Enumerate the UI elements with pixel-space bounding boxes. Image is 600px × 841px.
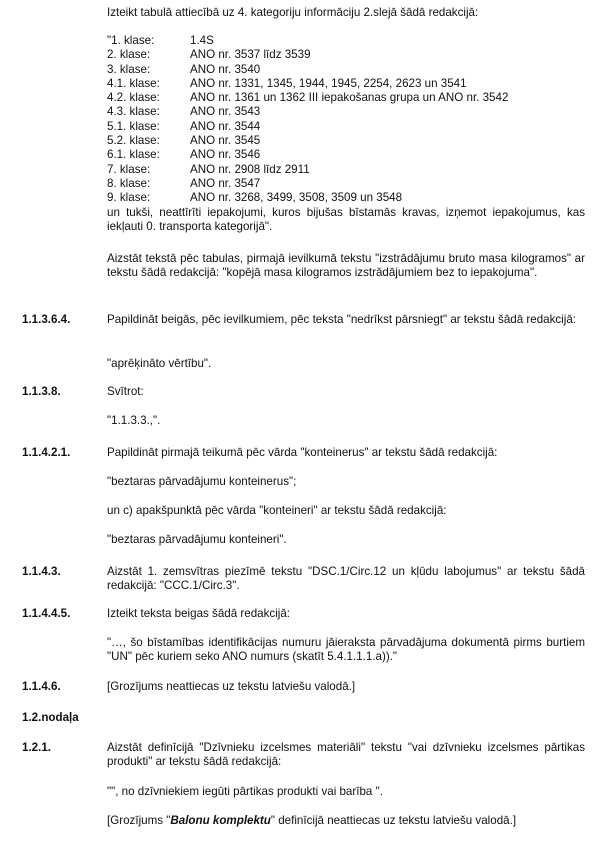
intro-text: Izteikt tabulā attiecībā uz 4. kategoriju informāciju 2.slejā šādā redakcijā:	[107, 6, 479, 19]
class-row	[107, 63, 585, 77]
class-value: ANO nr. 1361 un 1362 III iepakošanas grupa un ANO nr. 3542	[190, 91, 509, 105]
class-value: ANO nr. 1331, 1345, 1944, 1945, 2254, 2623 un 3541	[190, 76, 467, 90]
class-label: "1. klase:	[107, 34, 155, 47]
class-value: ANO nr. 3268, 3499, 3508, 3509 un 3548	[190, 191, 403, 205]
class-row	[107, 134, 585, 148]
replace-text: Aizstāt tekstā pēc tabulas, pirmajā ievilkumā tekstu "izstrādājumu bruto masa kilogramos" ar tekstu šādā redakcijā: "kopējā masa kilogramos izstrādājumiem bez to iepakojuma".	[107, 252, 585, 280]
class-value: ANO nr. 3545	[190, 134, 261, 148]
section-quote: "aprēķināto vērtību".	[107, 357, 212, 370]
section-quote: "beztaras pārvadājumu konteinerus";	[107, 475, 297, 488]
section-extra-text: un c) apakšpunktā pēc vārda "konteineri" ar tekstu šādā redakcijā:	[107, 504, 447, 517]
class-label: 3. klase:	[107, 62, 151, 76]
section-number: 1.1.3.8.	[22, 385, 61, 398]
section-extra-quote: "beztaras pārvadājumu konteineri".	[107, 533, 287, 546]
note-suffix: " definīcijā neattiecas uz tekstu latviešu valodā.]	[270, 814, 517, 827]
class-row	[107, 191, 585, 205]
class-value: ANO nr. 3547	[190, 176, 261, 190]
class-row	[107, 77, 585, 91]
section-note	[107, 814, 585, 828]
class-list	[107, 34, 585, 234]
class-label: 6.1. klase:	[107, 148, 160, 162]
class-value: 1.4S	[190, 34, 214, 47]
class-label: 2. klase:	[107, 48, 151, 62]
section-text: Papildināt pirmajā teikumā pēc vārda "konteinerus" ar tekstu šādā redakcijā:	[107, 446, 498, 459]
class-value: ANO nr. 3540	[190, 62, 261, 76]
classes-tail-text: un tukši, neattīrīti iepakojumi, kuros bijušas bīstamās kravas, izņemot iepakojumus, kas iekļauti 0. transporta kategorijā".	[107, 205, 585, 233]
class-value: ANO nr. 3544	[190, 119, 261, 133]
class-value: ANO nr. 2908 līdz 2911	[190, 162, 310, 176]
class-row	[107, 177, 585, 191]
section-text: Aizstāt definīcijā "Dzīvnieku izcelsmes materiāli" tekstu "vai dzīvnieku izcelsmes pārtikas produkti" ar tekstu šādā redakcijā:	[107, 741, 585, 769]
class-value: ANO nr. 3546	[190, 148, 261, 162]
class-label: 7. klase:	[107, 162, 151, 176]
class-label: 9. klase:	[107, 191, 151, 205]
class-row	[107, 105, 585, 119]
section-number: 1.1.4.2.1.	[22, 446, 71, 459]
class-label: 5.2. klase:	[107, 134, 160, 148]
class-row	[107, 148, 585, 162]
section-number: 1.1.3.6.4.	[22, 313, 71, 326]
section-text: [Grozījums neattiecas uz tekstu latviešu valodā.]	[107, 680, 356, 693]
note-prefix: [Grozījums "	[107, 814, 171, 827]
section-number: 1.1.4.3.	[22, 565, 61, 578]
class-label: 4.2. klase:	[107, 91, 160, 105]
note-term: Balonu komplektu	[170, 814, 271, 827]
class-row	[107, 91, 585, 105]
section-text: Svītrot:	[107, 385, 144, 398]
class-row	[107, 48, 585, 62]
class-label: 5.1. klase:	[107, 119, 160, 133]
class-label: 4.3. klase:	[107, 105, 160, 119]
section-text: Aizstāt 1. zemsvītras piezīmē tekstu "DSC.1/Circ.12 un kļūdu labojumus" ar tekstu šādā redakcijā: "CCC.1/Circ.3".	[107, 565, 585, 593]
section-text: Papildināt beigās, pēc ievilkumiem, pēc teksta "nedrīkst pārsniegt" ar tekstu šādā redakcijā:	[107, 313, 576, 326]
class-row	[107, 163, 585, 177]
section-number: 1.2.1.	[22, 741, 52, 754]
class-label: 4.1. klase:	[107, 76, 160, 90]
class-value: ANO nr. 3537 līdz 3539	[190, 48, 311, 62]
section-number: 1.1.4.6.	[22, 680, 61, 693]
class-row	[107, 120, 585, 134]
section-quote: "", no dzīvniekiem iegūti pārtikas produkti vai barība ".	[107, 785, 383, 798]
section-number: 1.1.4.4.5.	[22, 607, 71, 620]
class-value: ANO nr. 3543	[190, 105, 261, 119]
section-quote: "…, šo bīstamības identifikācijas numuru jāieraksta pārvadājuma dokumentā pirms burtiem "UN" pēc kuriem seko ANO numurs (skatīt 5.4.1.1.1.a))."	[107, 636, 585, 664]
section-text: Izteikt teksta beigas šādā redakcijā:	[107, 607, 291, 620]
chapter-heading: 1.2.nodaļa	[22, 711, 79, 724]
class-row	[107, 34, 585, 48]
class-label: 8. klase:	[107, 176, 151, 190]
section-quote: "1.1.3.3.,".	[107, 414, 161, 427]
